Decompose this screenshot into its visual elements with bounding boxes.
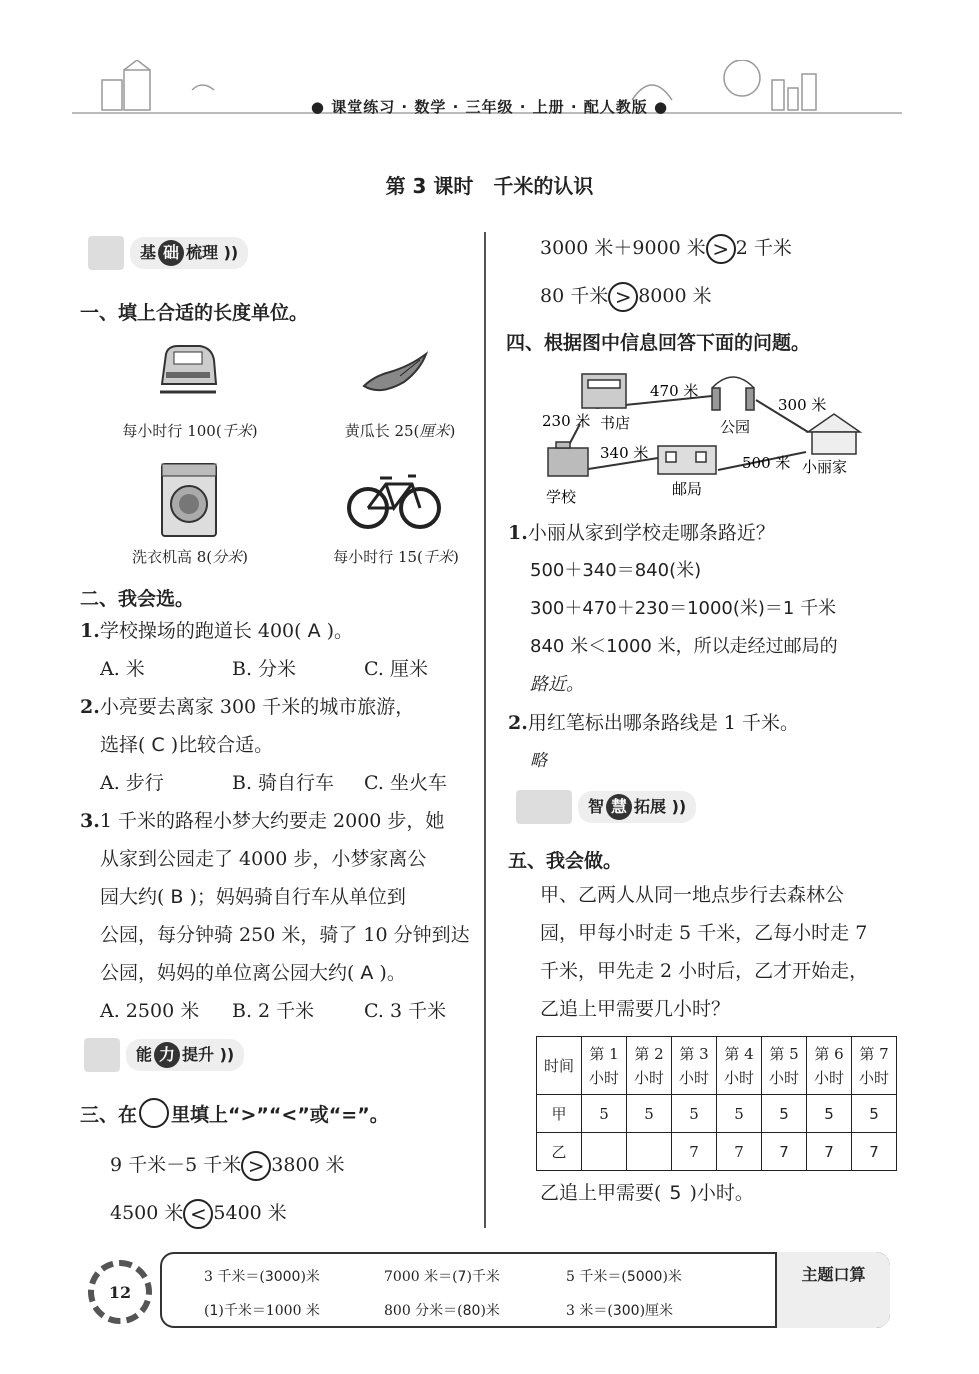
q-text: 园大约( (100, 886, 165, 908)
result-text: 乙追上甲需要( (540, 1182, 662, 1204)
sec3-title-pre: 三、在 (80, 1103, 138, 1126)
table-cell (582, 1133, 627, 1171)
result-text: )小时。 (689, 1182, 754, 1204)
compare-right: 5400 米 (213, 1202, 287, 1224)
q1-answer-4: 路近。 (530, 674, 584, 695)
footer-text: 3 米＝( (566, 1303, 613, 1319)
footer-item-1 (204, 1266, 320, 1286)
banner-basic-icon (88, 236, 124, 270)
q1-answer-1: 500＋340＝840(米) (530, 560, 702, 581)
answer: 千米 (422, 548, 453, 566)
sec3-title (80, 1098, 389, 1128)
footer-item-4 (204, 1300, 320, 1320)
q3-line5 (80, 954, 476, 992)
park-gate (712, 377, 754, 410)
sec3-title-post: 里填上“>”“<”或“=”。 (171, 1103, 389, 1126)
footer-answer: 80 (462, 1303, 481, 1319)
q-text: 小丽从家到学校走哪条路近？ (527, 522, 775, 544)
table-cell: 时间 (537, 1037, 582, 1095)
q2-line1 (80, 688, 476, 726)
washing-machine-icon (160, 462, 218, 538)
answer: 分米 (212, 548, 243, 566)
compare-left: 80 千米 (540, 285, 609, 307)
q2-line2 (80, 726, 476, 764)
footer-answer: 300 (612, 1303, 640, 1319)
footer-text: 800 分米＝( (384, 1303, 463, 1319)
table-cell: 第 5 小时 (762, 1037, 807, 1095)
table-cell: 7 (852, 1133, 897, 1171)
answer: A (360, 962, 374, 984)
caption-text: ) (242, 548, 249, 566)
table-cell: 5 (717, 1095, 762, 1133)
footer-item-3 (566, 1266, 682, 1286)
table-cell: 5 (852, 1095, 897, 1133)
problem-text: 千米，甲先走 2 小时后，乙才开始走， (540, 960, 869, 982)
table-cell: 第 4 小时 (717, 1037, 762, 1095)
page-number: 12 (108, 1282, 132, 1302)
answer: C (151, 734, 165, 756)
page-number-gear-icon (88, 1260, 152, 1324)
option: B. 骑自行车 (232, 772, 335, 794)
footer-label-box (775, 1252, 890, 1328)
q1-answer-2: 300＋470＋230＝1000(米)＝1 千米 (530, 598, 837, 619)
label-d3: 300 米 (778, 396, 827, 414)
sec4-q1 (508, 514, 908, 780)
footer-answer: 7 (457, 1269, 467, 1285)
banner-ability-icon (84, 1038, 120, 1072)
banner-char: 梳理 (186, 243, 219, 262)
answer: 厘米 (419, 422, 450, 440)
q-text: 公园，每分钟骑 250 米，骑了 10 分钟到达 (100, 924, 470, 946)
label-d5: 500 米 (742, 454, 791, 472)
route-map (530, 362, 870, 510)
footer-text: 7000 米＝( (384, 1269, 458, 1285)
option: B. 分米 (232, 658, 297, 680)
caption-text: 每小时行 100( (122, 422, 222, 440)
option: C. 3 千米 (364, 1000, 447, 1022)
q-text: 用红笔标出哪条路线是 1 千米。 (527, 712, 800, 734)
q2-options (80, 764, 476, 802)
sec1-title: 一、填上合适的长度单位。 (80, 302, 309, 324)
q1-text (508, 514, 908, 552)
table-cell: 7 (807, 1133, 852, 1171)
caption-text: 每小时行 15( (333, 548, 423, 566)
problem-text: 乙追上甲需要几小时？ (540, 998, 731, 1020)
banner-char: 智 (588, 797, 605, 816)
footer-text: ( (204, 1303, 210, 1319)
table-row-yi (537, 1133, 897, 1171)
q-number: 1. (508, 522, 528, 544)
answer: 千米 (221, 422, 252, 440)
footer-text: )米 (300, 1269, 320, 1285)
label-post: 邮局 (672, 480, 703, 498)
problem-text: 甲、乙两人从同一地点步行去森林公 (540, 884, 845, 906)
label-school: 学校 (546, 488, 577, 506)
table-cell: 第 1 小时 (582, 1037, 627, 1095)
label-d4: 340 米 (600, 444, 649, 462)
q-text: 从家到公园走了 4000 步，小梦家离公 (100, 848, 427, 870)
sec1-item-4 (306, 546, 486, 567)
compare-answer: > (706, 234, 736, 264)
answer: A (307, 620, 321, 642)
table-row-jia (537, 1095, 897, 1133)
label-home: 小丽家 (802, 458, 848, 476)
compare-answer: > (608, 282, 638, 312)
q-text: )。 (326, 620, 353, 642)
table-cell (627, 1133, 672, 1171)
compare-left: 4500 米 (110, 1202, 184, 1224)
table-cell: 乙 (537, 1133, 582, 1171)
banner-wisdom-text: 智 慧 拓展 )) (578, 791, 696, 823)
table-cell: 第 7 小时 (852, 1037, 897, 1095)
caption-text: 洗衣机高 8( (131, 548, 213, 566)
q-text: 学校操场的跑道长 400( (99, 620, 302, 642)
column-divider (484, 232, 486, 1228)
banner-ability (84, 1038, 244, 1072)
banner-ability-text: 能 力 提升 )) (126, 1039, 244, 1071)
q-text: 选择( (100, 734, 146, 756)
cucumber-icon (360, 346, 432, 398)
q-text: )；妈妈骑自行车从单位到 (189, 886, 406, 908)
q-text: 小亮要去离家 300 千米的城市旅游， (99, 696, 415, 718)
footer-text: )厘米 (639, 1303, 674, 1319)
answer: 5 (669, 1182, 682, 1204)
compare-row-3 (540, 229, 792, 267)
compare-answer: > (241, 1151, 271, 1181)
sec1-item-2 (310, 420, 490, 441)
header-title: ● 课堂练习 · 数学 · 三年级 · 上册 · 配人教版 ● (310, 98, 669, 116)
table-cell: 7 (672, 1133, 717, 1171)
banner-char-big: 力 (154, 1042, 180, 1068)
footer-answer: 1 (209, 1303, 219, 1319)
table-cell: 5 (672, 1095, 717, 1133)
footer-answer: 3000 (264, 1269, 301, 1285)
option: C. 坐火车 (364, 772, 447, 794)
bookstore-building (582, 374, 626, 408)
q-number: 3. (80, 810, 100, 832)
q-number: 1. (80, 620, 100, 642)
label-d1: 230 米 (542, 412, 591, 430)
table-cell: 第 6 小时 (807, 1037, 852, 1095)
footer-text: )千米＝1000 米 (218, 1303, 320, 1319)
banner-char: 基 (140, 243, 157, 262)
compare-row-4 (540, 277, 712, 315)
q3-line2 (80, 840, 476, 878)
sec5-title: 五、我会做。 (508, 850, 623, 872)
q2-text (508, 704, 908, 742)
sec5-body (540, 876, 910, 1028)
post-office-building (658, 446, 716, 474)
label-park: 公园 (720, 418, 751, 436)
label-d2: 470 米 (650, 382, 699, 400)
table-cell: 甲 (537, 1095, 582, 1133)
banner-basic-text: 基 础 梳理 )) (130, 237, 248, 269)
q3-line1 (80, 802, 476, 840)
label-bookstore: 书店 (600, 414, 631, 432)
footer-text: 3 千米＝( (204, 1269, 265, 1285)
banner-char: 提升 (182, 1045, 215, 1064)
home-house (808, 414, 860, 454)
compare-row-1 (110, 1146, 345, 1184)
q-text: )比较合适。 (170, 734, 274, 756)
footer-text: )千米 (466, 1269, 500, 1285)
table-cell: 5 (627, 1095, 672, 1133)
sec1-item-3 (100, 546, 280, 567)
q-number: 2. (508, 712, 528, 734)
q-text: )。 (379, 962, 406, 984)
caption-text: 黄瓜长 25( (344, 422, 420, 440)
empty-circle-icon (139, 1098, 169, 1128)
table-cell: 5 (582, 1095, 627, 1133)
school-building (548, 442, 588, 476)
banner-char: 拓展 (634, 797, 667, 816)
banner-char-big: 础 (158, 240, 184, 266)
q1-answer-3: 840 米＜1000 米，所以走经过邮局的 (530, 636, 838, 657)
footer-text: 5 千米＝( (566, 1269, 627, 1285)
compare-answer: < (183, 1199, 213, 1229)
compare-left: 9 千米－5 千米 (110, 1154, 242, 1176)
footer-text: )米 (662, 1269, 682, 1285)
bicycle-icon (346, 468, 442, 530)
banner-char: 能 (136, 1045, 153, 1064)
footer-text: )米 (480, 1303, 500, 1319)
q-text: 公园，妈妈的单位离公园大约( (100, 962, 355, 984)
q-number: 2. (80, 696, 100, 718)
option: B. 2 千米 (232, 1000, 315, 1022)
q-text: 1 千米的路程小梦大约要走 2000 步，她 (99, 810, 445, 832)
table-cell: 7 (717, 1133, 762, 1171)
sec5-result (540, 1174, 754, 1212)
compare-right: 3800 米 (271, 1154, 345, 1176)
footer-item-6 (566, 1300, 673, 1320)
table-header-row (537, 1037, 897, 1095)
compare-left: 3000 米＋9000 米 (540, 237, 706, 259)
lesson-title: 第 3 课时 千米的认识 (385, 174, 594, 198)
option: A. 米 (100, 658, 145, 680)
compare-right: 8000 米 (638, 285, 712, 307)
option: A. 2500 米 (100, 1000, 200, 1022)
compare-right: 2 千米 (735, 237, 792, 259)
compare-row-2 (110, 1194, 287, 1232)
option: C. 厘米 (364, 658, 428, 680)
footer-answer: 5000 (626, 1269, 663, 1285)
answer: B (170, 886, 184, 908)
problem-text: 园，甲每小时走 5 千米，乙每小时走 7 (540, 922, 868, 944)
banner-wisdom-icon (516, 790, 572, 824)
q1-line (80, 612, 476, 650)
q3-line4 (80, 916, 476, 954)
table-cell: 5 (807, 1095, 852, 1133)
banner-char-big: 慧 (606, 794, 632, 820)
sec2-title: 二、我会选。 (80, 588, 195, 610)
sec4-title: 四、根据图中信息回答下面的问题。 (506, 332, 811, 354)
q2-answer: 略 (530, 751, 547, 771)
caption-text: ) (251, 422, 258, 440)
table-cell: 5 (762, 1095, 807, 1133)
table-cell: 7 (762, 1133, 807, 1171)
q3-options (80, 992, 476, 1030)
footer-label: 主题口算 (801, 1265, 866, 1284)
q3-line3 (80, 878, 476, 916)
train-icon (156, 340, 220, 404)
sec2-body (80, 612, 476, 1030)
table-cell: 第 2 小时 (627, 1037, 672, 1095)
sec1-item-1 (100, 420, 280, 441)
chase-table (536, 1036, 897, 1171)
table-cell: 第 3 小时 (672, 1037, 717, 1095)
caption-text: ) (452, 548, 459, 566)
q1-options (80, 650, 476, 688)
footer-item-2 (384, 1266, 500, 1286)
banner-basic (88, 236, 248, 270)
option: A. 步行 (100, 772, 164, 794)
banner-wisdom (516, 790, 696, 824)
footer-item-5 (384, 1300, 500, 1320)
caption-text: ) (449, 422, 456, 440)
